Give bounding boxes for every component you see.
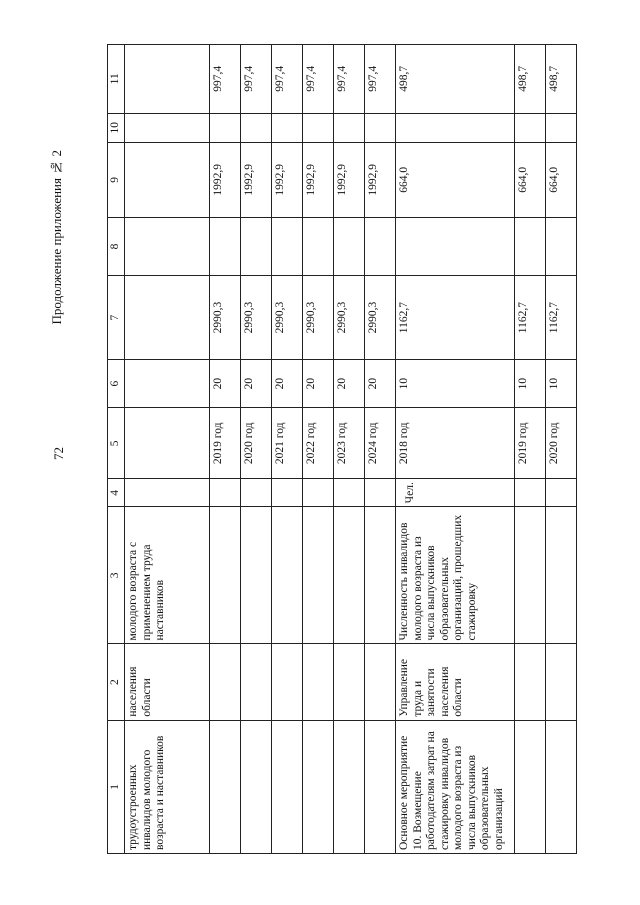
value-cell: 10 xyxy=(546,360,577,408)
executor-cell: Управление труда и занятости населения области xyxy=(396,644,515,720)
value-cell: 1992,9 xyxy=(365,142,396,217)
value-cell xyxy=(210,113,241,142)
year-cell: 2020 год xyxy=(546,408,577,479)
value-cell: 498,7 xyxy=(396,45,515,114)
page-number: 72 xyxy=(51,447,66,460)
year-cell: 2018 год xyxy=(396,408,515,479)
value-cell xyxy=(272,217,303,275)
column-number: 10 xyxy=(108,113,125,142)
value-cell: 2990,3 xyxy=(334,276,365,360)
value-cell xyxy=(365,217,396,275)
value-cell: 2990,3 xyxy=(303,276,334,360)
rotated-table-container xyxy=(107,44,560,854)
value-cell: 997,4 xyxy=(334,45,365,114)
value-cell: 1992,9 xyxy=(303,142,334,217)
column-number: 4 xyxy=(108,479,125,507)
value-cell: 20 xyxy=(334,360,365,408)
value-cell: 2990,3 xyxy=(365,276,396,360)
value-cell: 1992,9 xyxy=(272,142,303,217)
value-cell: 1162,7 xyxy=(396,276,515,360)
value-cell: 20 xyxy=(365,360,396,408)
value-cell: 1162,7 xyxy=(515,276,546,360)
value-cell: 10 xyxy=(515,360,546,408)
value-cell: 20 xyxy=(241,360,272,408)
table-row xyxy=(303,45,334,854)
column-number: 9 xyxy=(108,142,125,217)
year-cell: 2019 год xyxy=(210,408,241,479)
value-cell xyxy=(334,217,365,275)
value-cell: 498,7 xyxy=(546,45,577,114)
value-cell xyxy=(125,217,210,275)
value-cell xyxy=(365,113,396,142)
year-cell: 2020 год xyxy=(241,408,272,479)
column-number: 1 xyxy=(108,720,125,853)
value-cell xyxy=(241,113,272,142)
value-cell: 997,4 xyxy=(241,45,272,114)
column-number: 5 xyxy=(108,408,125,479)
value-cell: 20 xyxy=(303,360,334,408)
value-cell xyxy=(210,217,241,275)
executor-cell: населения области xyxy=(125,644,210,720)
table-row xyxy=(365,45,396,854)
value-cell xyxy=(546,113,577,142)
value-cell: 997,4 xyxy=(210,45,241,114)
indicator-cell: молодого возраста с применением труда наставников xyxy=(125,507,210,644)
column-number: 11 xyxy=(108,45,125,114)
value-cell xyxy=(303,113,334,142)
value-cell: 1992,9 xyxy=(334,142,365,217)
value-cell xyxy=(272,113,303,142)
year-cell: 2022 год xyxy=(303,408,334,479)
year-cell: 2021 год xyxy=(272,408,303,479)
table-row xyxy=(396,45,515,854)
column-number-row xyxy=(108,45,125,854)
value-cell xyxy=(241,217,272,275)
table-row xyxy=(272,45,303,854)
value-cell: 20 xyxy=(272,360,303,408)
value-cell: 2990,3 xyxy=(210,276,241,360)
unit-cell: Чел. xyxy=(396,479,515,507)
value-cell xyxy=(546,217,577,275)
value-cell xyxy=(334,113,365,142)
value-cell xyxy=(125,360,210,408)
indicator-cell: Численность инвалидов молодого возраста из числа выпускников образовательных организаций, прошедших стажировку xyxy=(396,507,515,644)
year-cell: 2023 год xyxy=(334,408,365,479)
activity-cell: трудоустроенных инвалидов молодого возраста и наставников xyxy=(125,720,210,853)
value-cell: 1992,9 xyxy=(210,142,241,217)
value-cell: 10 xyxy=(396,360,515,408)
value-cell: 2990,3 xyxy=(272,276,303,360)
value-cell: 498,7 xyxy=(515,45,546,114)
value-cell xyxy=(515,217,546,275)
value-cell: 1162,7 xyxy=(546,276,577,360)
continuation-label: Продолжение приложения № 2 xyxy=(49,150,64,325)
value-cell: 664,0 xyxy=(396,142,515,217)
value-cell: 997,4 xyxy=(303,45,334,114)
value-cell xyxy=(396,113,515,142)
column-number: 7 xyxy=(108,276,125,360)
value-cell: 664,0 xyxy=(515,142,546,217)
column-number: 2 xyxy=(108,644,125,720)
column-number: 3 xyxy=(108,507,125,644)
year-cell xyxy=(125,408,210,479)
value-cell xyxy=(303,217,334,275)
year-cell: 2019 год xyxy=(515,408,546,479)
program-table xyxy=(107,44,577,854)
table-row xyxy=(125,45,210,854)
value-cell: 1992,9 xyxy=(241,142,272,217)
table-row xyxy=(210,45,241,854)
value-cell: 664,0 xyxy=(546,142,577,217)
column-number: 6 xyxy=(108,360,125,408)
value-cell: 997,4 xyxy=(365,45,396,114)
unit-cell xyxy=(125,479,210,507)
value-cell xyxy=(125,113,210,142)
value-cell xyxy=(396,217,515,275)
table-frame xyxy=(107,44,560,854)
value-cell: 997,4 xyxy=(272,45,303,114)
table-row xyxy=(515,45,546,854)
column-number: 8 xyxy=(108,217,125,275)
value-cell xyxy=(125,45,210,114)
value-cell: 20 xyxy=(210,360,241,408)
value-cell xyxy=(125,142,210,217)
value-cell xyxy=(515,113,546,142)
activity-cell: Основное мероприятие 10. Возмещение работодателям затрат на стажировку инвалидов молодого возраста из числа выпускников образовательных организаций xyxy=(396,720,515,853)
value-cell: 2990,3 xyxy=(241,276,272,360)
table-row xyxy=(546,45,577,854)
year-cell: 2024 год xyxy=(365,408,396,479)
table-row xyxy=(334,45,365,854)
value-cell xyxy=(125,276,210,360)
table-row xyxy=(241,45,272,854)
